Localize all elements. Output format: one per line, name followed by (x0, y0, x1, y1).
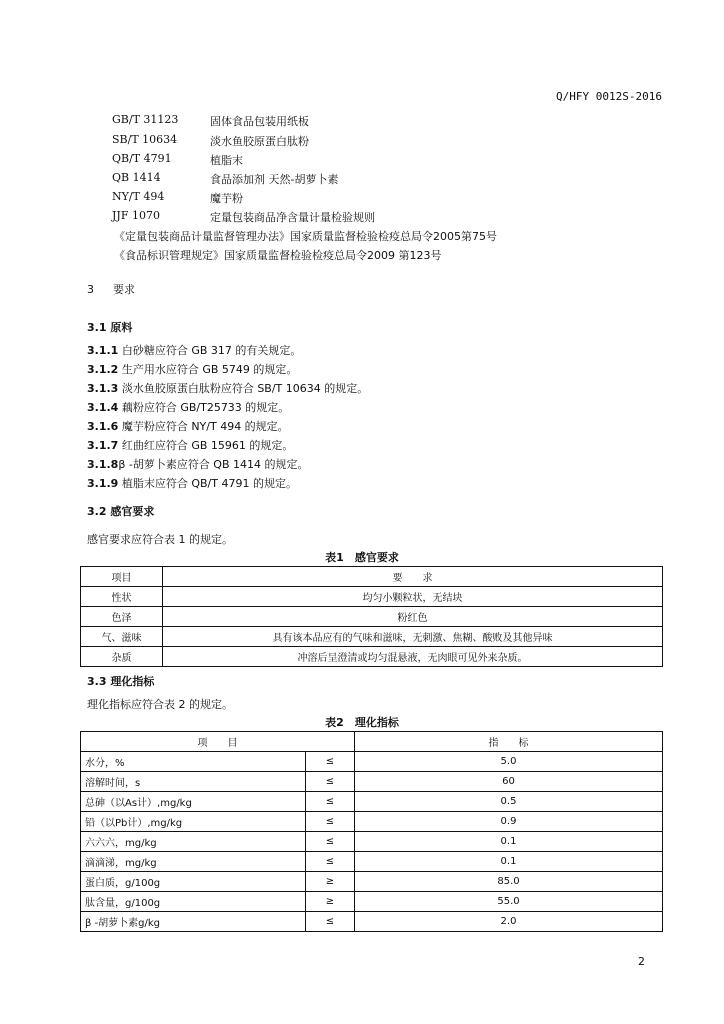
table-cell: 0.9 (355, 812, 663, 832)
table-cell: 具有该本品应有的气味和滋味，无刺激、焦糊、酸败及其他异味 (163, 627, 663, 647)
table-cell: 2.0 (355, 912, 663, 932)
reference-code: JJF 1070 (112, 209, 160, 222)
table-cell: ≥ (306, 872, 355, 892)
reference-code: QB/T 4791 (112, 152, 172, 165)
clause-text: 淡水鱼胶原蛋白肽粉应符合 SB/T 10634 的规定。 (118, 382, 369, 395)
table-header-cell: 项 目 (81, 732, 355, 752)
clause-item (87, 342, 301, 358)
reference-title: 植脂末 (210, 154, 243, 167)
subsection-heading-raw-materials: 3.1 原料 (87, 321, 133, 334)
table-row (81, 892, 663, 912)
table-row (81, 812, 663, 832)
clause-text: 白砂糖应符合 GB 317 的有关规定。 (118, 344, 302, 357)
subsection-heading-sensory: 3.2 感官要求 (87, 505, 155, 518)
table-cell: 均匀小颗粒状，无结块 (163, 587, 663, 607)
table-row (81, 872, 663, 892)
table-row (81, 752, 663, 772)
clause-number: 3.1.3 (87, 382, 119, 395)
table-cell: ≤ (306, 852, 355, 872)
table-cell: ≤ (306, 772, 355, 792)
table-header-row (81, 567, 663, 587)
table-cell: 60 (355, 772, 663, 792)
table-cell: ≤ (306, 792, 355, 812)
clause-item (87, 418, 289, 434)
table-cell: 总砷（以As计）,mg/kg (81, 792, 306, 812)
table-row (81, 912, 663, 932)
clause-item (87, 437, 293, 453)
table-cell: ≥ (306, 892, 355, 912)
table-cell: 杂质 (81, 647, 163, 667)
section-title: 要求 (113, 283, 135, 296)
table-row (81, 792, 663, 812)
table-cell: 水分，% (81, 752, 306, 772)
paragraph: 感官要求应符合表 1 的规定。 (87, 533, 233, 546)
subsection-heading-physicochemical: 3.3 理化指标 (87, 675, 155, 688)
reference-title: 淡水鱼胶原蛋白肽粉 (210, 135, 309, 148)
clause-item (87, 361, 297, 377)
table-cell: 蛋白质，g/100g (81, 872, 306, 892)
table-row (81, 647, 663, 667)
table-cell: ≤ (306, 752, 355, 772)
table-row (81, 772, 663, 792)
clause-text: 藕粉应符合 GB/T25733 的规定。 (118, 401, 290, 414)
reference-title: 固体食品包装用纸板 (210, 115, 309, 128)
table-cell: 六六六，mg/kg (81, 832, 306, 852)
table-cell: β -胡萝卜素g/kg (81, 912, 306, 932)
reference-code: NY/T 494 (112, 190, 165, 203)
table-cell: ≤ (306, 832, 355, 852)
table-row (81, 627, 663, 647)
table-cell: 冲溶后呈澄清或均匀混悬液，无肉眼可见外来杂质。 (163, 647, 663, 667)
clause-text: 红曲红应符合 GB 15961 的规定。 (118, 439, 294, 452)
reference-code: SB/T 10634 (112, 133, 178, 146)
reference-code: QB 1414 (112, 171, 161, 184)
table-cell: 肽含量，g/100g (81, 892, 306, 912)
physicochemical-indicators-table (80, 731, 663, 932)
clause-item (87, 399, 289, 415)
table-header-cell: 项目 (81, 567, 163, 587)
page-number: 2 (638, 955, 645, 968)
table-cell: 85.0 (355, 872, 663, 892)
table-row (81, 832, 663, 852)
table-row (81, 587, 663, 607)
table-caption: 表2 理化指标 (325, 716, 399, 729)
table-caption: 表1 感官要求 (325, 551, 399, 564)
table-cell: 5.0 (355, 752, 663, 772)
clause-item (87, 380, 368, 396)
clause-text: 魔芋粉应符合 NY/T 494 的规定。 (118, 420, 289, 433)
clause-text: β -胡萝卜素应符合 QB 1414 的规定。 (118, 458, 309, 471)
table-cell: 55.0 (355, 892, 663, 912)
section-heading (87, 281, 135, 297)
clause-item (87, 456, 309, 472)
document-id: Q/HFY 0012S-2016 (556, 90, 662, 103)
table-cell: 滴滴涕，mg/kg (81, 852, 306, 872)
table-header-cell: 要 求 (163, 567, 663, 587)
table-header-row (81, 732, 663, 752)
sensory-requirements-table (80, 566, 663, 667)
clause-number: 3.1.9 (87, 477, 119, 490)
table-cell: 0.1 (355, 832, 663, 852)
clause-number: 3.1.4 (87, 401, 119, 414)
clause-item (87, 475, 297, 491)
reference-title: 魔芋粉 (210, 192, 243, 205)
clause-number: 3.1.8 (87, 458, 119, 471)
table-cell: 性状 (81, 587, 163, 607)
table-cell: ≤ (306, 812, 355, 832)
clause-text: 植脂末应符合 QB/T 4791 的规定。 (118, 477, 297, 490)
clause-text: 生产用水应符合 GB 5749 的规定。 (118, 363, 298, 376)
table-cell: 气、滋味 (81, 627, 163, 647)
paragraph: 理化指标应符合表 2 的规定。 (87, 698, 233, 711)
table-header-cell: 指 标 (355, 732, 663, 752)
table-cell: 铅（以Pb计）,mg/kg (81, 812, 306, 832)
table-cell: 溶解时间，s (81, 772, 306, 792)
table-cell: 色泽 (81, 607, 163, 627)
regulation-reference: 《定量包装商品计量监督管理办法》国家质量监督检验检疫总局令2005第75号 (114, 230, 497, 243)
clause-number: 3.1.6 (87, 420, 119, 433)
section-number: 3 (87, 283, 94, 296)
reference-code: GB/T 31123 (112, 113, 179, 126)
clause-number: 3.1.1 (87, 344, 119, 357)
clause-number: 3.1.7 (87, 439, 119, 452)
clause-number: 3.1.2 (87, 363, 119, 376)
reference-title: 定量包装商品净含量计量检验规则 (210, 211, 375, 224)
regulation-reference: 《食品标识管理规定》国家质量监督检验检疫总局令2009 第123号 (114, 249, 442, 262)
table-cell: ≤ (306, 912, 355, 932)
table-cell: 0.5 (355, 792, 663, 812)
reference-title: 食品添加剂 天然-胡萝卜素 (210, 173, 339, 186)
table-row (81, 852, 663, 872)
table-cell: 0.1 (355, 852, 663, 872)
table-cell: 粉红色 (163, 607, 663, 627)
table-row (81, 607, 663, 627)
